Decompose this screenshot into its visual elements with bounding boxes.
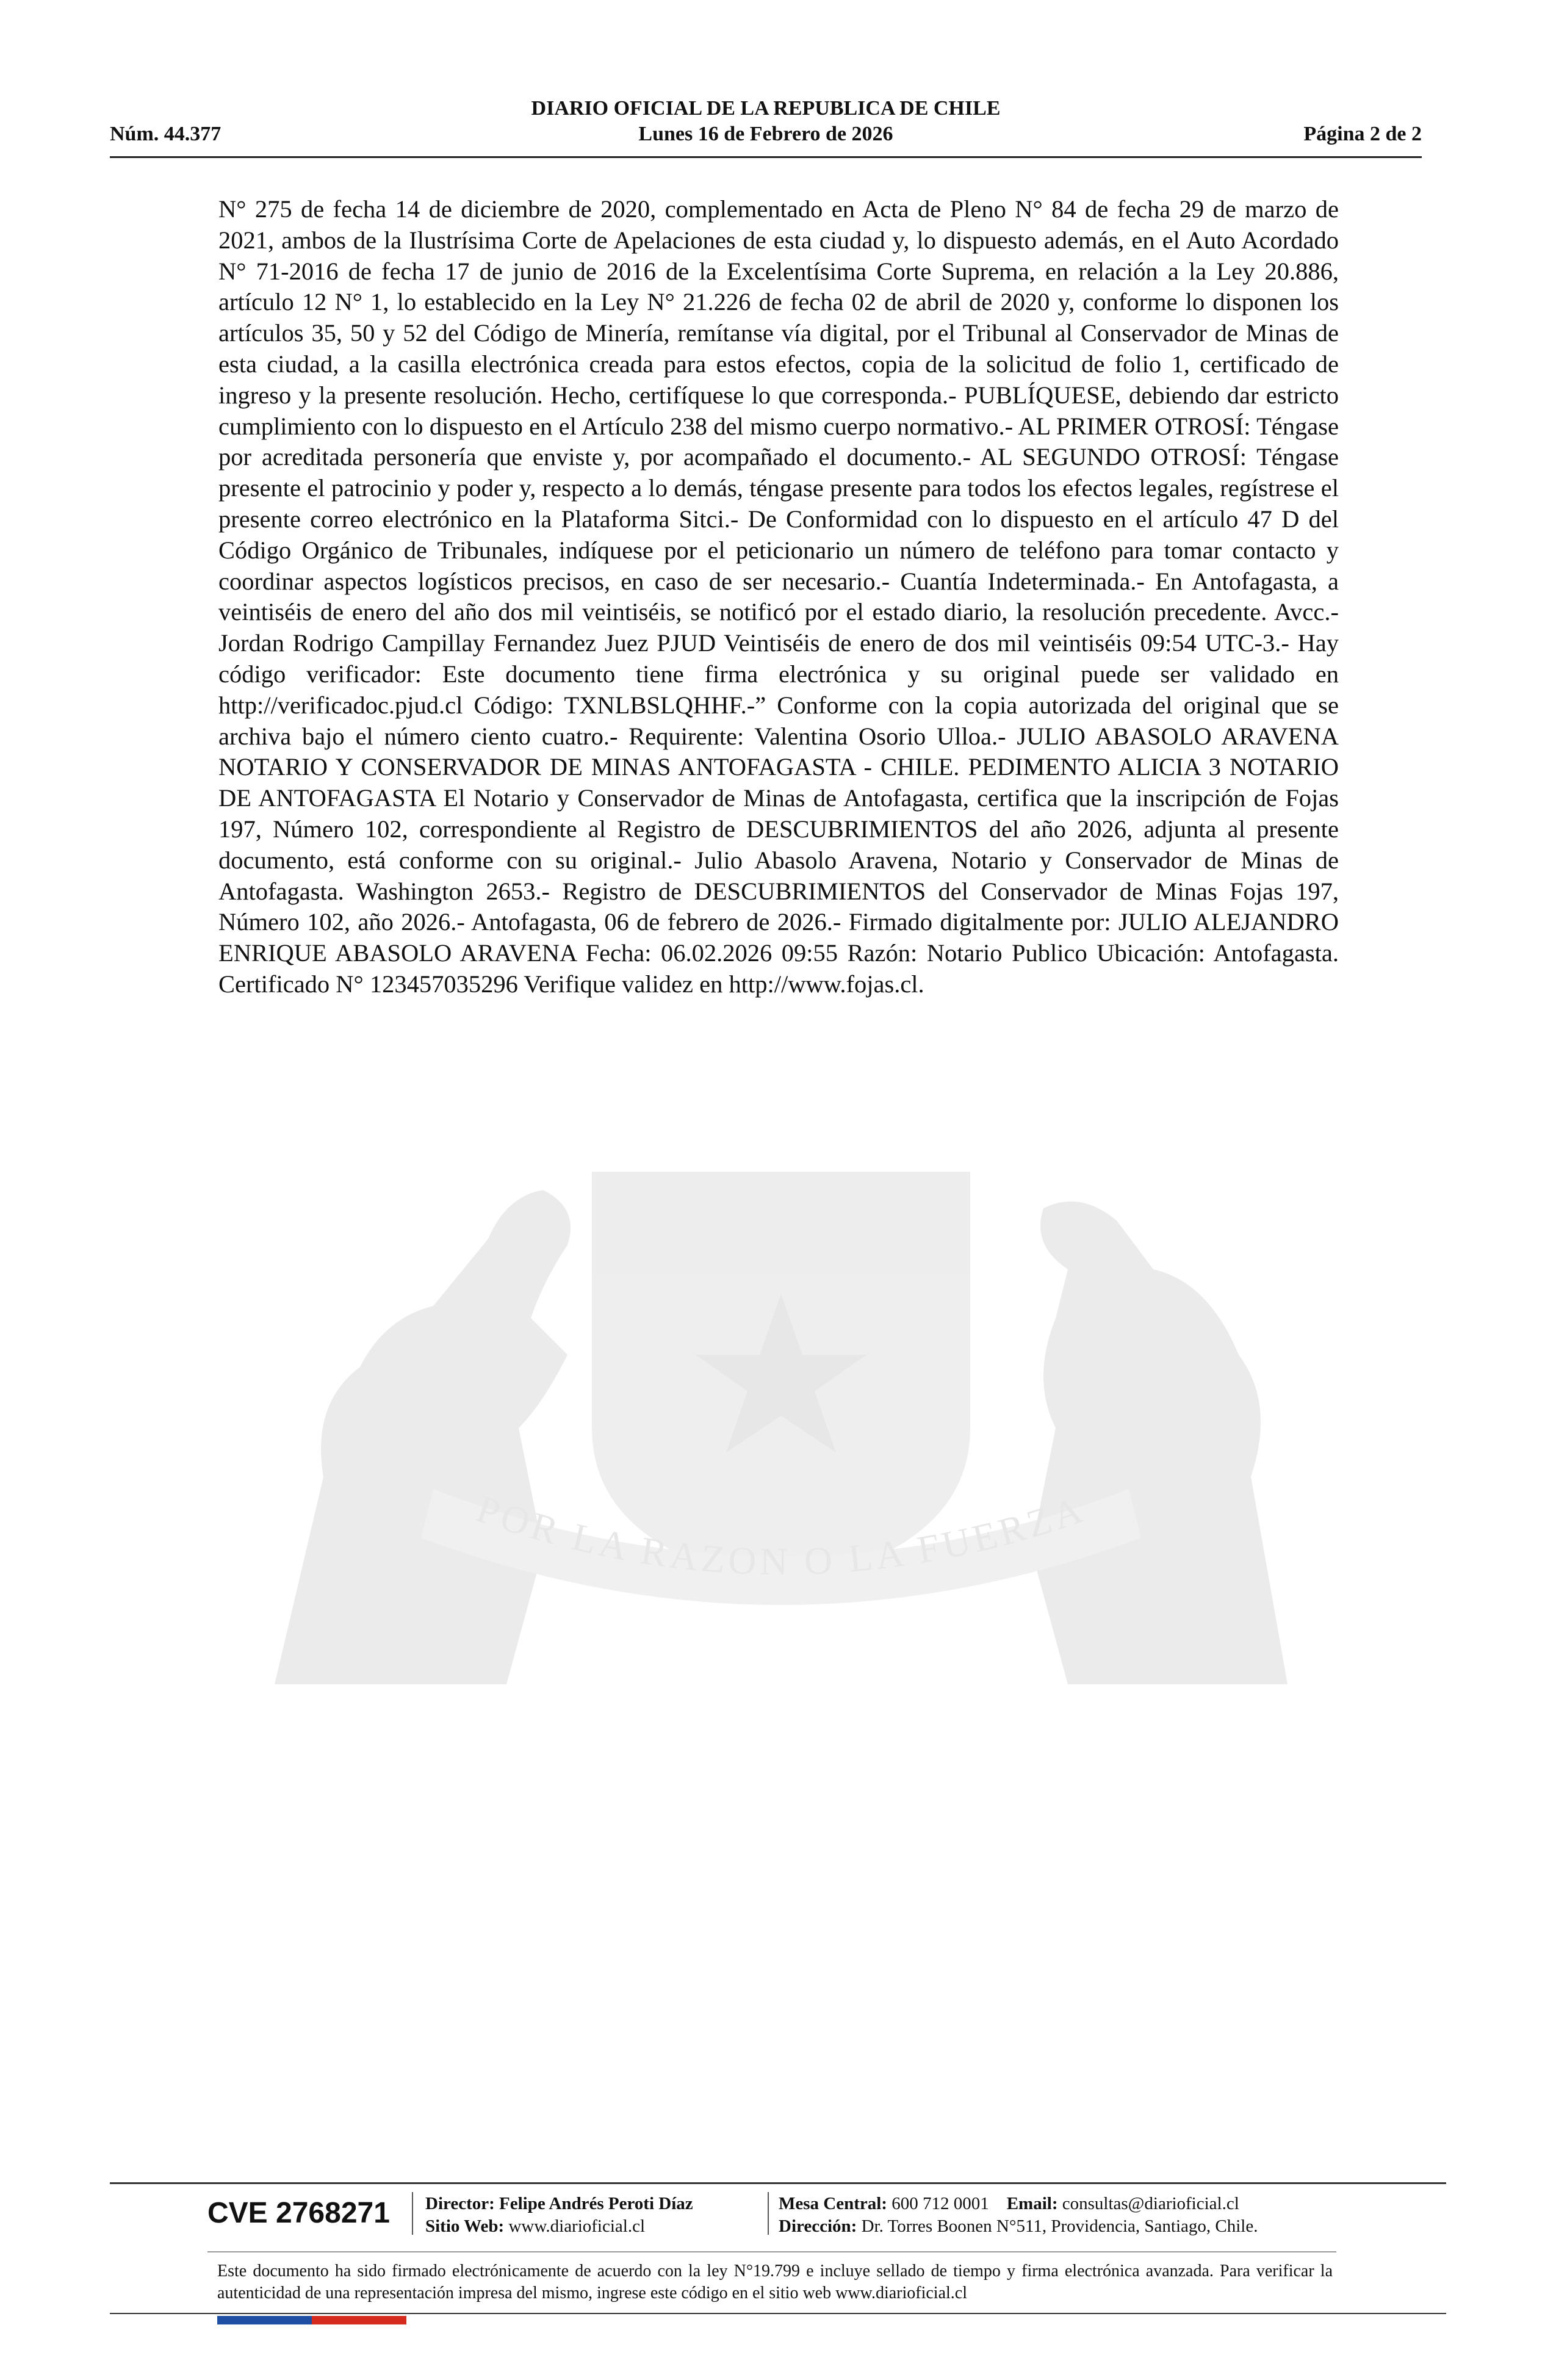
newspaper-title: DIARIO OFICIAL DE LA REPUBLICA DE CHILE (531, 97, 1001, 120)
footer-divider (768, 2192, 769, 2235)
footer-contact-block (779, 2193, 1352, 2238)
director-label: Director: (425, 2194, 495, 2213)
phone-label: Mesa Central: (779, 2194, 887, 2213)
director-name: Felipe Andrés Peroti Díaz (499, 2194, 693, 2213)
condor-figure (1031, 1202, 1288, 1684)
footer-mid-rule (207, 2251, 1336, 2252)
footer-bottom-rule (110, 2313, 1446, 2314)
header-rule (110, 156, 1422, 158)
cve-code: CVE 2768271 (207, 2197, 390, 2229)
address-value: Dr. Torres Boonen N°511, Providencia, Santiago, Chile. (861, 2216, 1258, 2236)
issue-date: Lunes 16 de Febrero de 2026 (638, 123, 893, 145)
document-body: N° 275 de fecha 14 de diciembre de 2020, complementado en Acta de Pleno N° 84 de fecha 29 de marzo de 2021, ambos de la Ilustrísima Corte de Apelaciones de esta ciudad y, lo dispuesto además, en el Auto Acordado N° 71-2016 de fecha 17 de junio de 2016 de la Excelentísima Corte Suprema, en relación a la Ley 20.886, artículo 12 N° 1, lo establecido en la Ley N° 21.226 de fecha 02 de abril de 2020 y, conforme lo disponen los artículos 35, 50 y 52 del Código de Minería, remítanse vía digital, por el Tribunal al Conservador de Minas de esta ciudad, a la casilla electrónica creada para estos efectos, copia de la solicitud de folio 1, certificado de ingreso y la presente resolución. Hecho, certifíquese lo que corresponda.- PUBLÍQUESE, debiendo dar estricto cumplimiento con lo dispuesto en el Artículo 238 del mismo cuerpo normativo.- AL PRIMER OTROSÍ: Téngase por acreditada personería que enviste y, por acompañado el documento.- AL SEGUNDO OTROSÍ: Téngase presente el patrocinio y poder y, respecto a lo demás, téngase presente para todos los efectos legales, regístrese el presente correo electrónico en la Plataforma Sitci.- De Conformidad con lo dispuesto en el artículo 47 D del Código Orgánico de Tribunales, indíquese por el peticionario un número de teléfono para tomar contacto y coordinar aspectos logísticos precisos, en caso de ser necesario.- Cuantía Indeterminada.- En Antofagasta, a veintiséis de enero del año dos mil veintiséis, se notificó por el estado diario, la resolución precedente. Avcc.- Jordan Rodrigo Campillay Fernandez Juez PJUD Veintiséis de enero de dos mil veintiséis 09:54 UTC-3.- Hay código verificador: Este documento tiene firma electrónica y su original puede ser validado en http://verificadoc.pjud.cl Código: TXNLBSLQHHF.-” Conforme con la copia autorizada del original que se archiva bajo el número ciento cuatro.- Requirente: Valentina Osorio Ulloa.- JULIO ABASOLO ARAVENA NOTARIO Y CONSERVADOR DE MINAS ANTOFAGASTA - CHILE. PEDIMENTO ALICIA 3 NOTARIO DE ANTOFAGASTA El Notario y Conservador de Minas de Antofagasta, certifica que la inscripción de Fojas 197, Número 102, correspondiente al Registro de DESCUBRIMIENTOS del año 2026, adjunta al presente documento, está conforme con su original.- Julio Abasolo Aravena, Notario y Conservador de Minas de Antofagasta. Washington 2653.- Registro de DESCUBRIMIENTOS del Conservador de Minas Fojas 197, Número 102, año 2026.- Antofagasta, 06 de febrero de 2026.- Firmado digitalmente por: JULIO ALEJANDRO ENRIQUE ABASOLO ARAVENA Fecha: 06.02.2026 09:55 Razón: Notario Publico Ubicación: Antofagasta. Certificado N° 123457035296 Verifique validez en http://www.fojas.cl. (218, 195, 1339, 998)
header-info-row (110, 121, 1422, 148)
page-header (110, 96, 1422, 148)
footer-director-block (425, 2193, 767, 2238)
email-label: Email: (1006, 2194, 1058, 2213)
flag-stripe-blue (217, 2316, 312, 2324)
web-link[interactable]: www.diarioficial.cl (508, 2216, 646, 2236)
email-link[interactable]: consultas@diarioficial.cl (1062, 2194, 1239, 2213)
flag-stripe (217, 2316, 406, 2324)
web-label: Sitio Web: (425, 2216, 505, 2236)
footer-top-rule (110, 2182, 1446, 2184)
legal-notice: Este documento ha sido firmado electrónicamente de acuerdo con la ley N°19.799 e incluye sellado de tiempo y firma electrónica avanzada. Para verificar la autenticidad de una representación impresa del mismo, ingrese este código en el sitio web www.diarioficial.cl (217, 2262, 1333, 2302)
address-label: Dirección: (779, 2216, 857, 2236)
huemul-figure (275, 1190, 571, 1684)
coat-of-arms-icon (201, 1086, 1361, 1697)
page-indicator: Página 2 de 2 (1303, 123, 1422, 145)
flag-stripe-red (312, 2316, 406, 2324)
phone-number: 600 712 0001 (891, 2194, 989, 2213)
issue-number: Núm. 44.377 (110, 123, 222, 145)
watermark-motto: POR LA RAZON O LA FUERZA (471, 1487, 1091, 1584)
footer-divider (412, 2192, 413, 2235)
